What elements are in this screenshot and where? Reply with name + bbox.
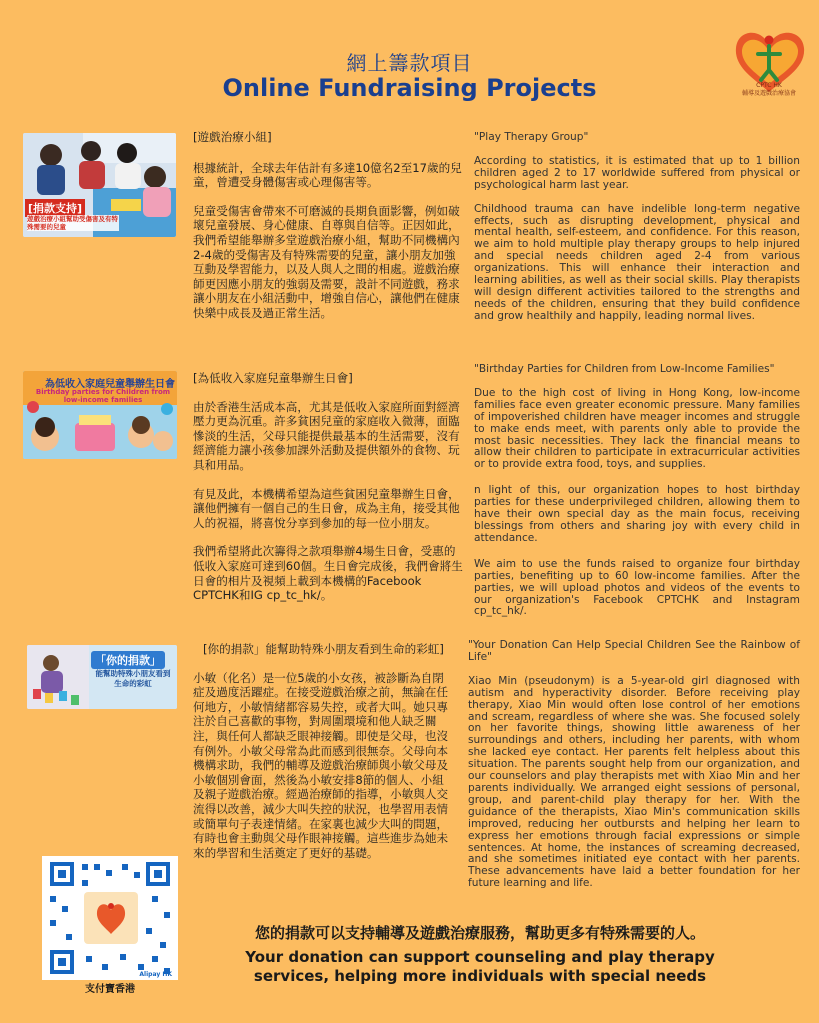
image-badge: 「你的捐款」 (91, 651, 165, 669)
section3-zh (193, 642, 455, 860)
logo-text-zh: 輔導及遊戲治療協會 (741, 90, 796, 97)
alipay-label: 支付寶香港 (85, 984, 135, 995)
rainbow-image (27, 645, 177, 709)
section2-en (474, 364, 800, 618)
section2-en-title: "Birthday Parties for Children from Low-Income Families" (474, 363, 775, 375)
image-caption-zh: 為低收入家庭兒童舉辦生日會 (45, 379, 175, 390)
section3-zh-p1: 小敏（化名）是一位5歲的小女孩，被診斷為自閉症及過度活躍症。在接受遊戲治療之前，無論在任何地方，小敏情緒都容易失控，或者大叫。她只專注於自己喜歡的事物，對周圍環境和他人缺乏關注，與任何人都缺乏眼神接觸。即使是父母，也沒有例外。小敏父母常為此而感到很無奈。父母向本機構求助，我們的輔導及遊戲治療師與小敏父母及小敏個別會面，然後為小敏安排8節的個人、小組及親子遊戲治療。經過治療師的指導，小敏與人交流得以改善，減少大叫失控的狀況，也學習用表情或簡單句子表達情緒。在家裏也減少大叫的問題，有時也會主動與父母作眼神接觸。這些進步為她未來的學習和生活奠定了更好的基礎。 (193, 670, 449, 860)
section1-en-p2: Childhood trauma can have indelible long-term negative effects, such as disrupting development, physical and mental health, self-esteem, and confidence. For this reason, we aim to hold multiple play therapy groups to help injured and special needs children aged 2-4 from various organizations. This will enhance their interaction and learning abilities, as well as their social skills. Play therapists will design different activities tailored to the strengths and needs of the children, ensuring that they build confidence and grow healthily and happily, leading normal lives. (474, 202, 800, 322)
image-caption: 遊戲治療小組幫助受傷害及有特殊需要的兒童 (27, 215, 118, 231)
section1-zh (193, 130, 465, 321)
section1-en (474, 132, 800, 323)
logo-caption (722, 82, 816, 98)
section3-en-title: "Your Donation Can Help Special Children See the Rainbow of Life" (468, 639, 800, 663)
section2-zh-p3: 我們希望將此次籌得之款項舉辦4場生日會，受惠的低收入家庭可達到60個。生日會完成後，我們會將生日會的相片及視頻上載到本機構的Facebook CPTCHK和IG cp_tc_hk/。 (193, 544, 463, 603)
play-therapy-image (23, 133, 176, 237)
section2-zh-title: [為低收入家庭兒童舉辦生日會] (193, 371, 353, 385)
section2-zh (193, 371, 465, 603)
footer-en (0, 948, 819, 986)
footer-en-line1: Your donation can support counseling and play therapy (245, 948, 715, 966)
footer-zh: 您的捐款可以支持輔導及遊戲治療服務，幫助更多有特殊需要的人。 (254, 924, 705, 942)
section2-en-p2: n light of this, our organization hopes to host birthday parties for these underprivileged children, allowing them to have their own special day as the main focus, receiving blessings from others and sharing joy with every child in attendance. (474, 484, 800, 544)
alipay-brand: Alipay HK (139, 971, 172, 978)
section1-zh-title: [遊戲治療小組] (193, 130, 272, 144)
section3-en-p1: Xiao Min (pseudonym) is a 5-year-old girl diagnosed with autism and hyperactivity disorder. Before receiving play therapy, Xiao Min would often lose control of her emotions and scream, regardless of where she was. She focused solely on her favorite things, showing little awareness of her surroundings and others, including her parents, with whom she lacked eye contact. Her parents felt helpless about this situation. The parents sought help from our organization, and our counselors and play therapists met with Xiao Min and her parents individually. We arranged eight sessions of personal, group, and parent-child play therapy for her. With the guidance of the therapists, Xiao Min's communication skills improved, reducing her outbursts and helping her learn to express her emotions through facial expressions or simple sentences. At home, the instances of screaming decreased, and she sometimes initiated eye contact with her parents. These advancements have laid a better foundation for her future learning and life. (468, 674, 800, 890)
section3-en (468, 640, 800, 890)
page-title-zh: 網上籌款項目 (346, 51, 473, 75)
footer-en-line2: services, helping more individuals with special needs (253, 967, 707, 985)
section1-en-title: "Play Therapy Group" (474, 131, 589, 143)
section2-zh-p1: 由於香港生活成本高，尤其是低收入家庭所面對經濟壓力更為沉重。許多貧困兒童的家庭收入微薄，面臨慘淡的生活，父母只能提供最基本的生活需要，沒有經濟能力讓小孩參加課外活動及提供額外的食物、玩具和用品。 (193, 399, 460, 472)
section1-zh-p2: 兒童受傷害會帶來不可磨滅的長期負面影響，例如破壞兒童發展、身心健康、自尊與自信等。正因如此，我們希望能舉辦多堂遊戲治療小組，幫助不同機構內2-4歲的受傷害及有特殊需要的兒童，讓小朋友加強互動及學習能力，以及人與人之間的相處。遊戲治療師更因應小朋友的強弱及需要，設計不同遊戲，務求讓小朋友在小組活動中，增強自信心，讓他們在健康快樂中成長及過正常生活。 (193, 203, 460, 320)
section2-en-p3: We aim to use the funds raised to organize four birthday parties, benefiting up to 60 low-income families. After the parties, we will upload photos and videos of the events to our organization's Facebook CPTCHK and Instagram cp_tc_hk/. (474, 557, 800, 618)
section3-zh-title: [你的捐款」能幫助特殊小朋友看到生命的彩虹] (203, 642, 444, 656)
section2-zh-p2: 有見及此，本機構希望為這些貧困兒童舉辦生日會，讓他們擁有一個自己的生日會，成為主角，接受其他人的祝福，將喜悅分享到參加的每一位小朋友。 (193, 486, 460, 530)
section2-en-p1: Due to the high cost of living in Hong Kong, low-income families face even greater economic pressure. Many families of impoverished children have meager incomes and struggle to make ends meet, with parents only able to provide the most basic necessities. They lack the financial means to allow their children to participate in extracurricular activities or to provide extra food, toys, and supplies. (474, 386, 800, 471)
birthday-party-image (23, 371, 177, 459)
section1-zh-p1: 根據統計，全球去年估計有多達10億名2至17歲的兒童，曾遭受身體傷害或心理傷害等。 (193, 160, 462, 190)
page-title-en: Online Fundraising Projects (222, 74, 597, 102)
image-caption: 能幫助特殊小朋友看到生命的彩虹 (95, 669, 171, 688)
logo-text-en: CPTC HK (756, 82, 782, 89)
image-badge: [捐款支持] (25, 199, 85, 217)
image-caption-en: Birthday parties for Children from low-income families (35, 388, 171, 404)
section1-en-p1: According to statistics, it is estimated that up to 1 billion children aged 2 to 17 worldwide suffered from physical or psychological harm last year. (474, 154, 800, 191)
